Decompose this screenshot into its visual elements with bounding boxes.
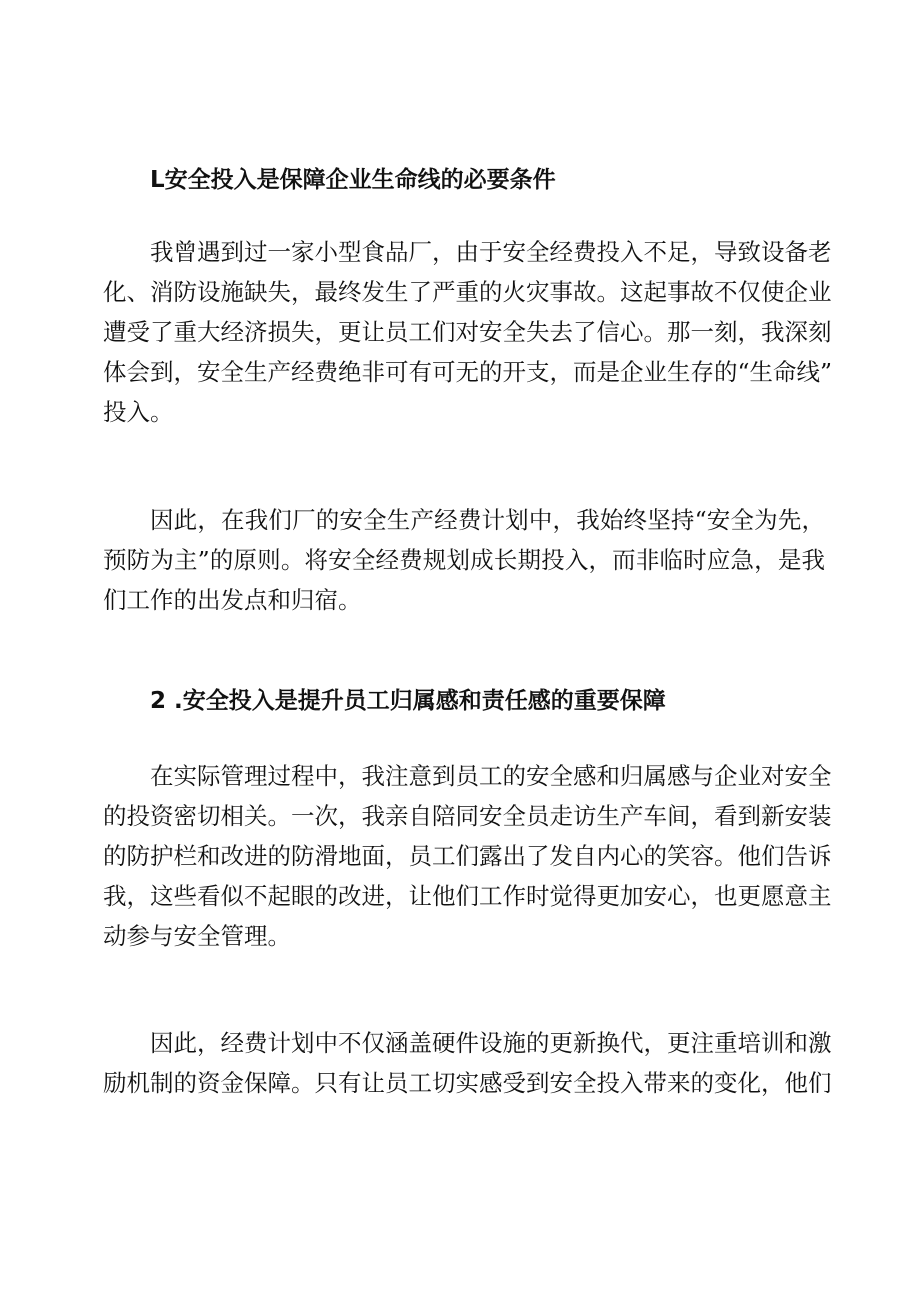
paragraph-line: 投入。 <box>103 398 174 426</box>
paragraph-line: 我，这些看似不起眼的改进，让他们工作时觉得更加安心，也更愿意主 <box>103 882 832 910</box>
paragraph-1-1 <box>103 232 833 432</box>
paragraph-line: 因此，在我们厂的安全生产经费计划中，我始终坚持“安全为先， <box>150 506 825 534</box>
section-heading-2: 2 .安全投入是提升员工归属感和责任感的重要保障 <box>150 688 666 714</box>
paragraph-1-2 <box>103 500 825 620</box>
paragraph-line: 励机制的资金保障。只有让员工切实感受到安全投入带来的变化，他们 <box>103 1069 832 1097</box>
paragraph-line: 们工作的出发点和归宿。 <box>103 586 362 614</box>
section-heading-1: L安全投入是保障企业生命线的必要条件 <box>150 167 556 193</box>
paragraph-line: 的防护栏和改进的防滑地面，员工们露出了发自内心的笑容。他们告诉 <box>103 842 832 870</box>
paragraph-line: 我曾遇到过一家小型食品厂，由于安全经费投入不足，导致设备老 <box>150 238 832 266</box>
paragraph-line: 动参与安全管理。 <box>103 922 291 950</box>
paragraph-line: 在实际管理过程中，我注意到员工的安全感和归属感与企业对安全 <box>150 762 832 790</box>
paragraph-line: 的投资密切相关。一次，我亲自陪同安全员走访生产车间，看到新安装 <box>103 802 832 830</box>
paragraph-line: 化、消防设施缺失，最终发生了严重的火灾事故。这起事故不仅使企业 <box>103 278 832 306</box>
paragraph-line: 遭受了重大经济损失，更让员工们对安全失去了信心。那一刻，我深刻 <box>103 318 832 346</box>
paragraph-line: 预防为主”的原则。将安全经费规划成长期投入，而非临时应急，是我 <box>103 546 825 574</box>
paragraph-2-2 <box>103 1023 832 1103</box>
paragraph-2-1 <box>103 756 832 956</box>
paragraph-line: 体会到，安全生产经费绝非可有可无的开支，而是企业生存的“生命线” <box>103 358 833 386</box>
paragraph-line: 因此，经费计划中不仅涵盖硬件设施的更新换代，更注重培训和激 <box>150 1029 832 1057</box>
